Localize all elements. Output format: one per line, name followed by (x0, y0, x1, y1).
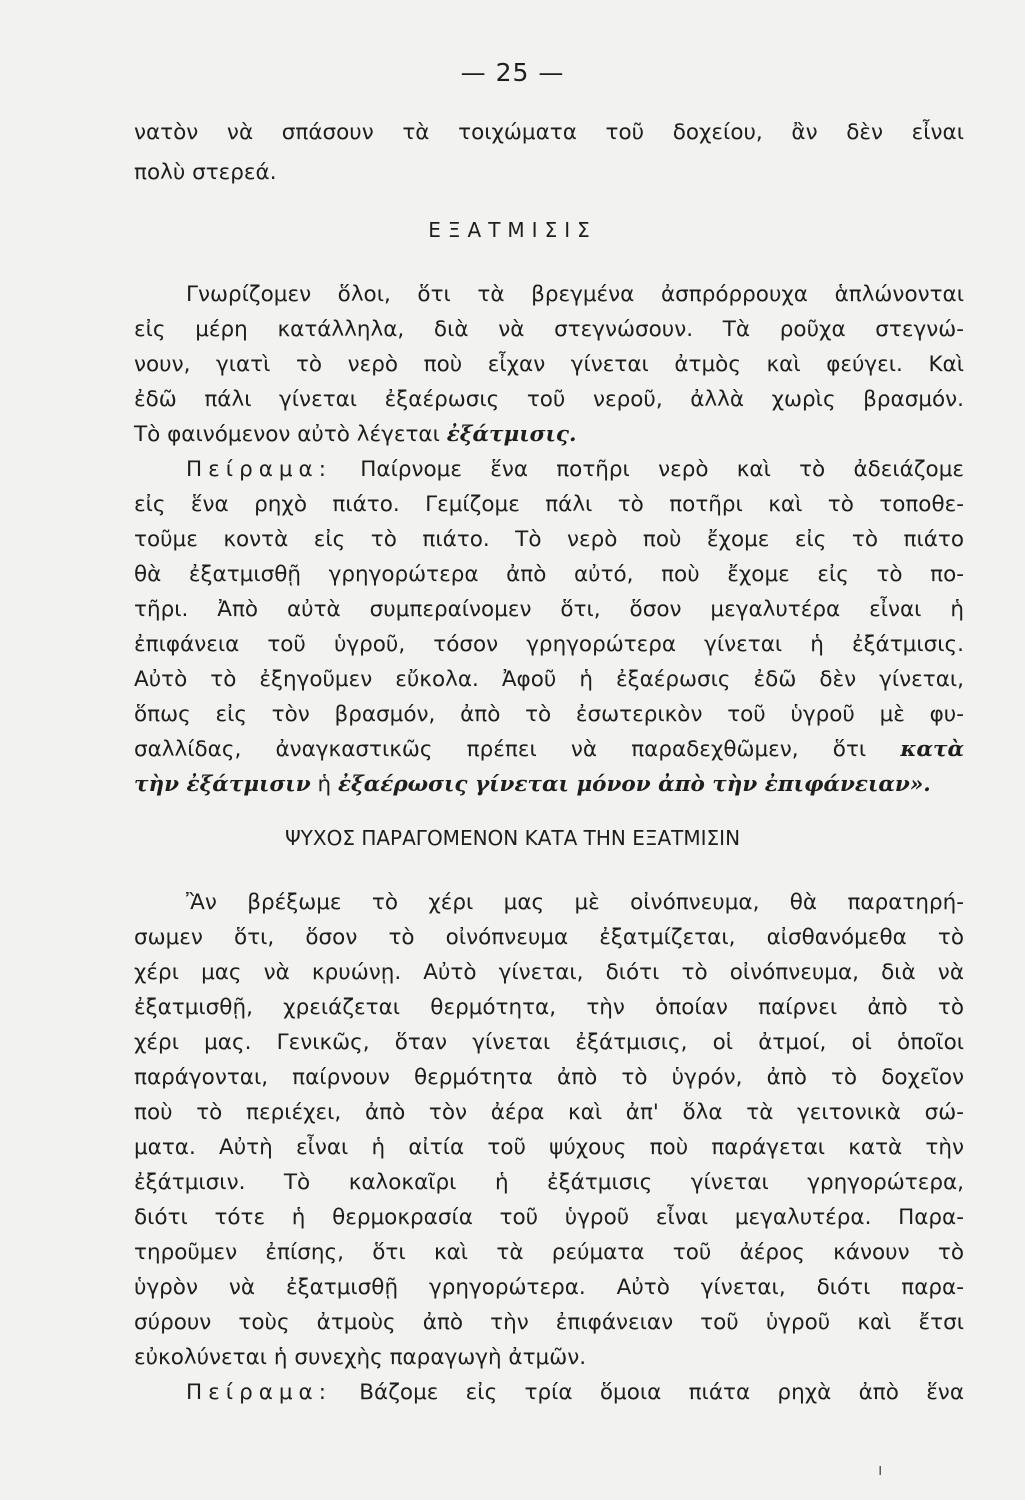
definition-text: Τὸ φαινόμενον αὐτὸ λέγεται (134, 422, 447, 447)
text-line: ματα. Αὐτὴ εἶναι ἡ αἰτία τοῦ ψύχους ποὺ παράγεται κατὰ τὴν (134, 1135, 964, 1160)
text-line: ποὺ τὸ περιέχει, ἀπὸ τὸν ἀέρα καὶ ἀπ' ὅλα τὰ γειτονικὰ σώ- (134, 1100, 964, 1125)
experiment-label: Πείραμα: (186, 457, 332, 482)
text-line (134, 733, 964, 767)
emphasized-text: τὴν ἐξάτμισιν (134, 772, 311, 797)
text-line: χέρι μας. Γενικῶς, ὅταν γίνεται ἐξάτμισις, οἱ ἀτμοί, οἱ ὁποῖοι (134, 1030, 964, 1055)
text-line: Ἂν βρέξωμε τὸ χέρι μας μὲ οἰνόπνευμα, θὰ παρατηρή- (186, 890, 964, 915)
text-line: ἐδῶ πάλι γίνεται ἐξαέρωσις τοῦ νεροῦ, ἀλλὰ χωρὶς βρασμόν. (134, 387, 964, 412)
text-line: ἐξατμισθῇ, χρειάζεται θερμότητα, τὴν ὁποίαν παίρνει ἀπὸ τὸ (134, 995, 964, 1020)
text-line (134, 418, 964, 452)
section-heading-cooling: ΨΥΧΟΣ ΠΑΡΑΓΟΜΕΝΟΝ ΚΑΤΑ ΤΗΝ ΕΞΑΤΜΙΣΙΝ (284, 826, 741, 850)
experiment-line (134, 453, 964, 487)
text-line: θὰ ἐξατμισθῇ γρηγορώτερα ἀπὸ αὐτό, ποὺ ἔχομε εἰς τὸ πο- (134, 562, 964, 587)
plain-text: ἡ (310, 772, 338, 797)
text-line: ἐπιφάνεια τοῦ ὑγροῦ, τόσον γρηγορώτερα γίνεται ἡ ἐξάτμισις. (134, 632, 964, 657)
section-heading-evaporation: ΕΞΑΤΜΙΣΙΣ (428, 218, 597, 242)
text-line: εὐκολύνεται ἡ συνεχὴς παραγωγὴ ἀτμῶν. (134, 1345, 587, 1370)
text-line (134, 768, 964, 802)
text-line: εἰς ἕνα ρηχὸ πιάτο. Γεμίζομε πάλι τὸ ποτῆρι καὶ τὸ τοποθε- (134, 492, 964, 517)
text-line: ὑγρὸν νὰ ἐξατμισθῇ γρηγορώτερα. Αὐτὸ γίνεται, διότι παρα- (134, 1275, 964, 1300)
text-line: διότι τότε ἡ θερμοκρασία τοῦ ὑγροῦ εἶναι μεγαλυτέρα. Παρα- (134, 1205, 964, 1230)
text-line: νατὸν νὰ σπάσουν τὰ τοιχώματα τοῦ δοχείου, ἂν δὲν εἶναι (134, 120, 964, 145)
experiment-line (134, 1376, 964, 1410)
text-line: νουν, γιατὶ τὸ νερὸ ποὺ εἶχαν γίνεται ἀτμὸς καὶ φεύγει. Καὶ (134, 352, 964, 377)
emphasized-text: ἐξαέρωσις γίνεται μόνον ἀπὸ τὴν ἐπιφάνειαν». (337, 772, 931, 797)
text-line: ὅπως εἰς τὸν βρασμόν, ἀπὸ τὸ ἐσωτερικὸν τοῦ ὑγροῦ μὲ φυ- (134, 702, 964, 727)
page-number: — 25 — (460, 58, 565, 87)
text-line: σωμεν ὅτι, ὅσον τὸ οἰνόπνευμα ἐξατμίζεται, αἰσθανόμεθα τὸ (134, 925, 964, 950)
conclusion-text: σαλλίδας, ἀναγκαστικῶς πρέπει νὰ παραδεχθῶμεν, ὅτι (134, 737, 901, 762)
text-line: τῆρι. Ἀπὸ αὐτὰ συμπεραίνομεν ὅτι, ὅσον μεγαλυτέρα εἶναι ἡ (134, 597, 964, 622)
experiment-text: Βάζομε εἰς τρία ὅμοια πιάτα ρηχὰ ἀπὸ ἕνα (331, 1380, 964, 1405)
experiment-label: Πείραμα: (186, 1380, 332, 1405)
emphasized-text: κατὰ (900, 737, 964, 762)
text-line: τοῦμε κοντὰ εἰς τὸ πιάτο. Τὸ νερὸ ποὺ ἔχομε εἰς τὸ πιάτο (134, 527, 964, 552)
text-line: σύρουν τοὺς ἀτμοὺς ἀπὸ τὴν ἐπιφάνειαν τοῦ ὑγροῦ καὶ ἔτσι (134, 1310, 964, 1335)
text-line: Γνωρίζομεν ὅλοι, ὅτι τὰ βρεγμένα ἀσπρόρρουχα ἁπλώνονται (186, 282, 964, 307)
stray-mark: ı (878, 1460, 883, 1479)
experiment-text: Παίρνομε ἕνα ποτῆρι νερὸ καὶ τὸ ἀδειάζομε (331, 457, 964, 482)
text-line: χέρι μας νὰ κρυώνῃ. Αὐτὸ γίνεται, διότι τὸ οἰνόπνευμα, διὰ νὰ (134, 960, 964, 985)
text-line: ἐξάτμισιν. Τὸ καλοκαῖρι ἡ ἐξάτμισις γίνεται γρηγορώτερα, (134, 1170, 964, 1195)
text-line: παράγονται, παίρνουν θερμότητα ἀπὸ τὸ ὑγρόν, ἀπὸ τὸ δοχεῖον (134, 1065, 964, 1090)
emphasized-term: ἐξάτμισις. (446, 422, 577, 447)
text-line: τηροῦμεν ἐπίσης, ὅτι καὶ τὰ ρεύματα τοῦ ἀέρος κάνουν τὸ (134, 1240, 964, 1265)
text-line: πολὺ στερεά. (134, 160, 277, 185)
text-line: Αὐτὸ τὸ ἐξηγοῦμεν εὔκολα. Ἀφοῦ ἡ ἐξαέρωσις ἐδῶ δὲν γίνεται, (134, 667, 964, 692)
text-line: εἰς μέρη κατάλληλα, διὰ νὰ στεγνώσουν. Τὰ ροῦχα στεγνώ- (134, 317, 964, 342)
